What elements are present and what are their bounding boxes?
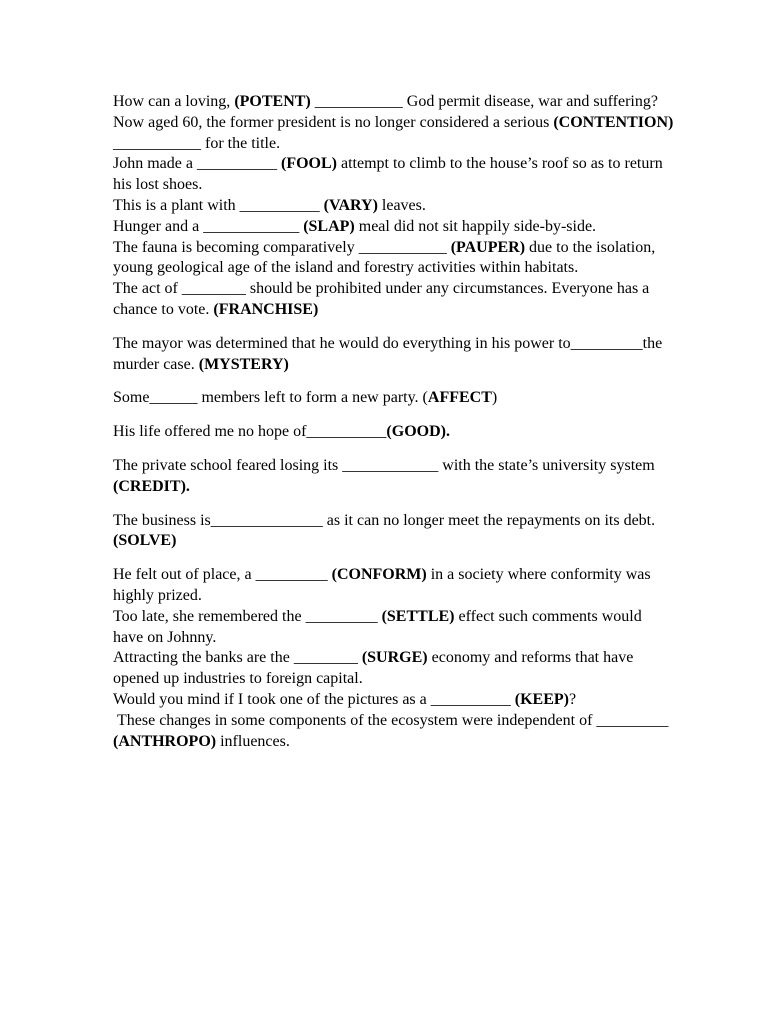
item-root-word: (CONTENTION) bbox=[553, 113, 674, 131]
exercise-item-13 bbox=[113, 565, 675, 607]
item-text-before: Now aged 60, the former president is no longer considered a serious bbox=[113, 113, 554, 131]
item-root-word: (SLAP) bbox=[303, 217, 355, 235]
item-text-after: economy and reforms that have opened up industries to foreign capital. bbox=[113, 649, 634, 688]
item-root-word: (SURGE) bbox=[361, 649, 428, 667]
item-text-after: leaves. bbox=[377, 196, 426, 214]
item-text-before: This is a plant with __________ bbox=[113, 196, 324, 214]
item-text-before: John made a __________ bbox=[113, 155, 281, 173]
item-root-word: (POTENT) bbox=[234, 93, 311, 110]
item-text-before: His life offered me no hope of__________ bbox=[113, 423, 387, 441]
item-text-before: The act of ________ should be prohibited under any circumstances. Everyone has a chance to vote. bbox=[113, 280, 650, 318]
exercise-item-7 bbox=[113, 279, 675, 321]
exercise-item-4 bbox=[113, 196, 675, 217]
item-text-after: due to the isolation, young geological age of the island and forestry activities within habitats. bbox=[113, 238, 656, 277]
item-text-before: Would you mind if I took one of the pictures as a __________ bbox=[113, 690, 515, 708]
item-root-word: (PAUPER) bbox=[450, 238, 526, 256]
item-text-before: Attracting the banks are the ________ bbox=[113, 649, 362, 667]
item-root-word: (CONFORM) bbox=[331, 566, 427, 584]
item-text-after: ? bbox=[568, 690, 577, 708]
item-root-word: (SOLVE) bbox=[113, 532, 177, 550]
item-text-before: Too late, she remembered the _________ bbox=[113, 607, 382, 625]
exercise-item-5 bbox=[113, 217, 675, 238]
item-text-after: ) bbox=[491, 389, 498, 407]
item-text-after: ___________ for the title. bbox=[113, 134, 281, 152]
item-text-after: attempt to climb to the house’s roof so as to return his lost shoes. bbox=[113, 155, 663, 194]
item-root-word: (KEEP) bbox=[514, 690, 569, 708]
item-text-before: The private school feared losing its ____________ with the state’s university system bbox=[113, 456, 655, 474]
item-text-before: These changes in some components of the ecosystem were independent of _________ bbox=[113, 711, 673, 729]
exercise-item-16 bbox=[113, 690, 675, 711]
item-text-before: The mayor was determined that he would do everything in his power to_________the murder case. bbox=[113, 334, 663, 373]
item-root-word: AFFECT bbox=[427, 389, 492, 407]
exercise-item-15 bbox=[113, 648, 675, 690]
item-root-word: (FOOL) bbox=[280, 155, 337, 173]
item-text-before: The fauna is becoming comparatively ___________ bbox=[113, 238, 451, 256]
item-text-before: The business is______________ as it can no longer meet the repayments on its debt. bbox=[113, 511, 656, 529]
item-root-word: (MYSTERY) bbox=[198, 355, 289, 373]
exercise-item-11 bbox=[113, 456, 675, 498]
exercise-item-6 bbox=[113, 238, 675, 280]
item-root-word: (ANTHROPO) bbox=[113, 732, 217, 750]
exercise-item-1 bbox=[113, 92, 675, 113]
exercise-item-2 bbox=[113, 113, 675, 155]
exercise-item-17 bbox=[113, 711, 675, 753]
item-text-after: in a society where conformity was highly prized. bbox=[113, 566, 651, 604]
item-text-after: effect such comments would have on Johnny. bbox=[113, 607, 642, 646]
exercise-item-14 bbox=[113, 607, 675, 649]
item-text-before: Hunger and a ____________ bbox=[113, 217, 304, 235]
item-root-word: (CREDIT). bbox=[113, 477, 190, 495]
item-root-word: (SETTLE) bbox=[381, 607, 455, 625]
exercise-item-9 bbox=[113, 388, 675, 409]
item-text-before: How can a loving, bbox=[113, 93, 235, 110]
item-root-word: (GOOD). bbox=[386, 423, 450, 441]
item-text-before: He felt out of place, a _________ bbox=[113, 566, 332, 584]
item-text-after: influences. bbox=[216, 732, 290, 750]
worksheet bbox=[113, 92, 675, 752]
exercise-item-12 bbox=[113, 511, 675, 553]
item-text-after: ___________ God permit disease, war and suffering? bbox=[310, 93, 658, 110]
item-text-after: meal did not sit happily side-by-side. bbox=[354, 217, 597, 235]
item-root-word: (FRANCHISE) bbox=[213, 300, 319, 318]
item-text-before: Some______ members left to form a new party. ( bbox=[113, 389, 428, 407]
exercise-item-8 bbox=[113, 334, 675, 376]
exercise-item-10 bbox=[113, 422, 675, 443]
exercise-item-3 bbox=[113, 154, 675, 196]
item-root-word: (VARY) bbox=[323, 196, 378, 214]
